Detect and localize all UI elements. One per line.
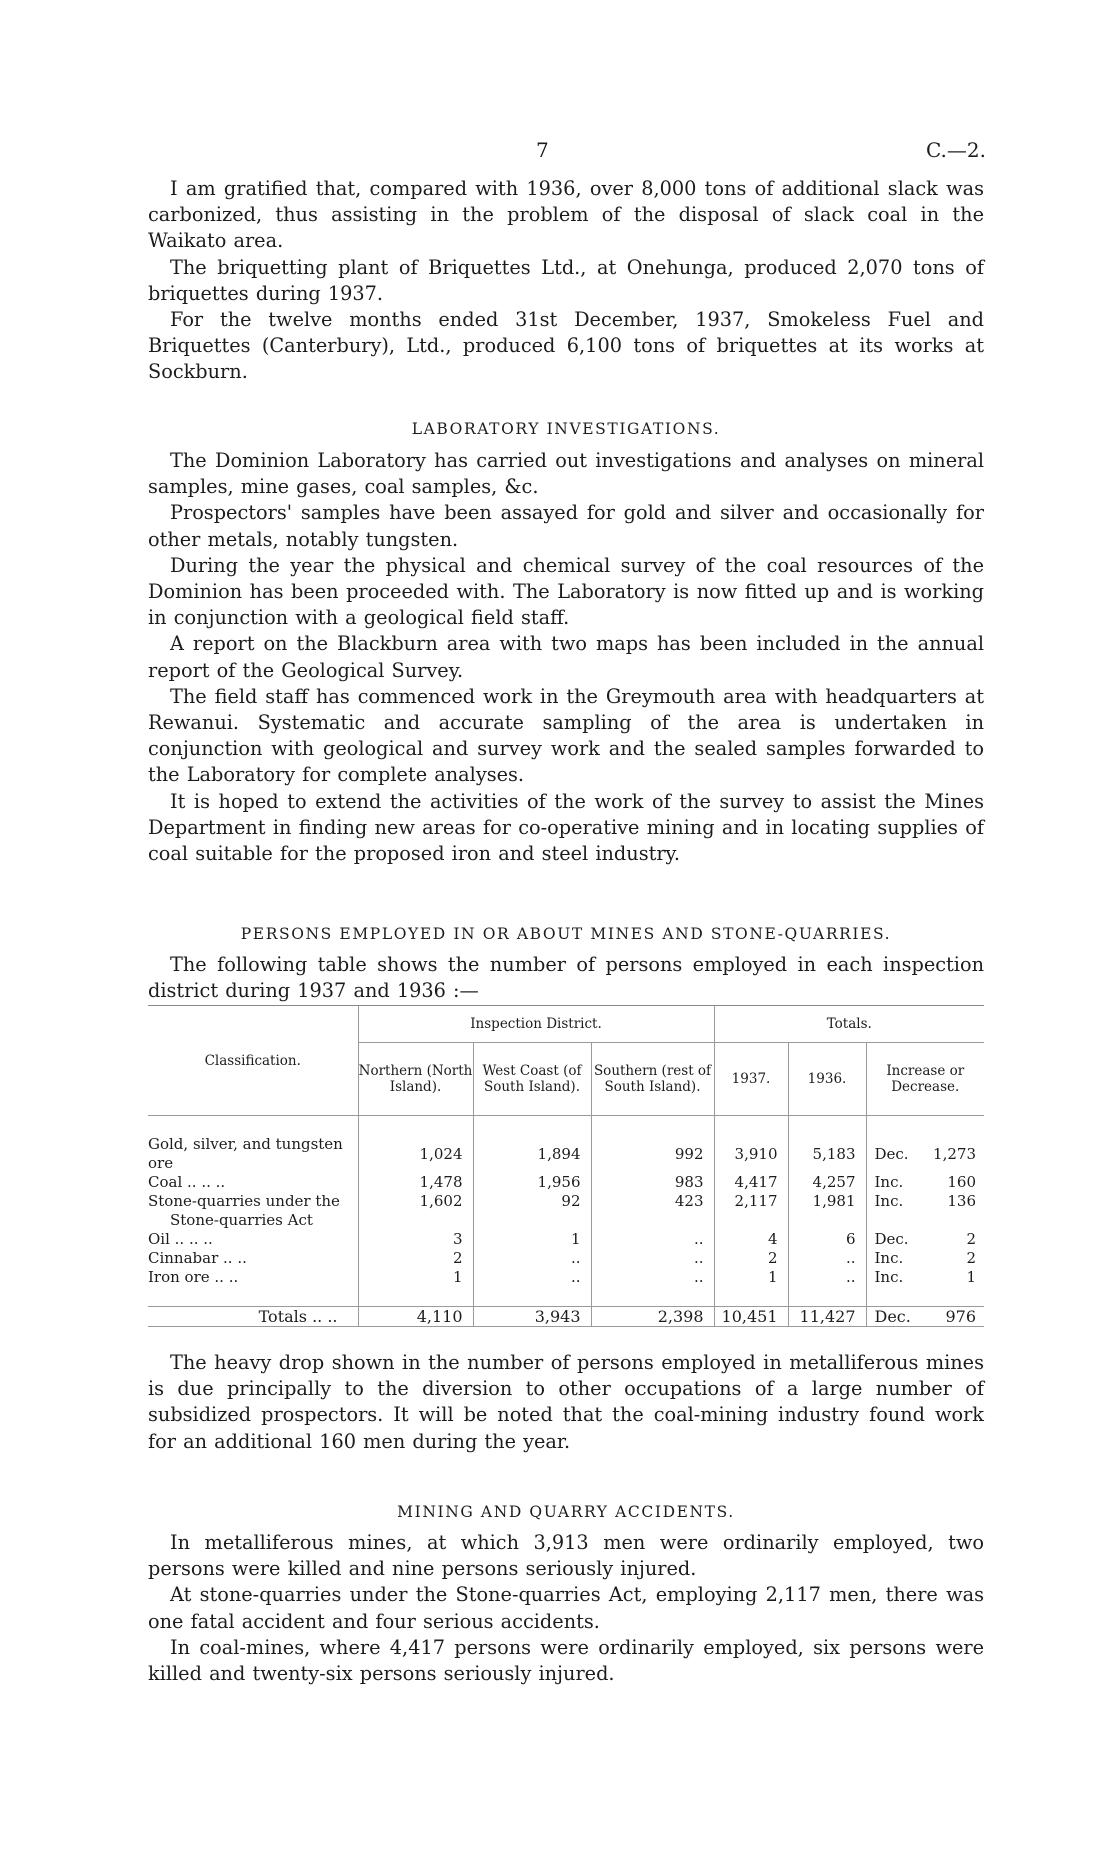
paragraph: The Dominion Laboratory has carried out investigations and analyses on mineral samples, mine gases, coal samples, &c. (148, 449, 984, 499)
cell-classification: Oil .. .. .. (148, 1230, 213, 1248)
cell-northern: 1,024 (358, 1135, 473, 1173)
change-direction: Dec. (874, 1307, 911, 1326)
paragraph: A report on the Blackburn area with two maps has been included in the annual report of the Geological Survey. (148, 632, 984, 682)
cell-1937: 1 (714, 1268, 788, 1287)
change-amount: 160 (947, 1173, 976, 1191)
total-west-coast: 3,943 (473, 1307, 591, 1327)
cell-southern: 423 (591, 1192, 714, 1230)
cell-northern: 1,602 (358, 1192, 473, 1230)
header-inspection-district: Inspection District. (358, 1006, 714, 1043)
heading-accidents-wrap (148, 1503, 984, 1521)
cell-1937: 3,910 (714, 1135, 788, 1173)
cell-west-coast: .. (473, 1268, 591, 1287)
change-amount: 2 (966, 1249, 976, 1267)
total-northern: 4,110 (358, 1307, 473, 1327)
change-direction: Inc. (874, 1192, 904, 1210)
total-1936: 11,427 (788, 1307, 866, 1327)
paragraph: At stone-quarries under the Stone-quarries Act, employing 2,117 men, there was one fatal accident and four serious accidents. (148, 1583, 984, 1633)
header-totals: Totals. (714, 1006, 984, 1043)
cell-1937: 4,417 (714, 1173, 788, 1192)
cell-classification: Cinnabar .. .. (148, 1249, 247, 1267)
heading-laboratory: LABORATORY INVESTIGATIONS. (411, 420, 721, 438)
change-amount: 2 (966, 1230, 976, 1248)
cell-southern: .. (591, 1230, 714, 1249)
classification-continuation: Stone-quarries Act (170, 1211, 313, 1229)
totals-row (148, 1307, 984, 1327)
cell-classification: Coal .. .. .. (148, 1173, 226, 1191)
cell-west-coast: 1,894 (473, 1135, 591, 1173)
cell-1936: 6 (788, 1230, 866, 1249)
cell-southern: 983 (591, 1173, 714, 1192)
paragraph: The briquetting plant of Briquettes Ltd., at Onehunga, produced 2,070 tons of briquettes during 1937. (148, 255, 984, 305)
cell-1936: .. (788, 1268, 866, 1287)
cell-change (866, 1230, 984, 1249)
employment-table-wrap (148, 1005, 984, 1327)
classification-line: Stone-quarries under the (148, 1192, 340, 1210)
cell-classification (148, 1192, 358, 1230)
total-southern: 2,398 (591, 1307, 714, 1327)
change-amount: 1,273 (933, 1144, 976, 1163)
change-direction: Inc. (874, 1173, 904, 1191)
paragraph: The heavy drop shown in the number of persons employed in metalliferous mines is due principally to the diversion to other occupations of a large number of subsidized prospectors. It will be noted that the coal-mining industry found work for an additional 160 men during the year. (148, 1351, 984, 1453)
cell-1937: 2,117 (714, 1192, 788, 1230)
header-west-coast: West Coast (of South Island). (473, 1043, 591, 1116)
change-direction: Inc. (874, 1268, 904, 1286)
cell-1937: 2 (714, 1249, 788, 1268)
cell-west-coast: 92 (473, 1192, 591, 1230)
cell-west-coast: .. (473, 1249, 591, 1268)
cell-northern: 1,478 (358, 1173, 473, 1192)
cell-change (866, 1135, 984, 1173)
change-direction: Inc. (874, 1249, 904, 1267)
change-amount: 1 (966, 1268, 976, 1286)
cell-west-coast: 1 (473, 1230, 591, 1249)
cell-classification: Gold, silver, and tungsten ore (148, 1135, 343, 1172)
cell-southern: 992 (591, 1135, 714, 1173)
cell-southern: .. (591, 1249, 714, 1268)
table-row (148, 1135, 984, 1173)
total-1937: 10,451 (714, 1307, 788, 1327)
total-change (866, 1307, 984, 1327)
paragraph: The following table shows the number of persons employed in each inspection district during 1937 and 1936 :— (148, 953, 984, 1003)
table-row (148, 1268, 984, 1287)
change-direction: Dec. (874, 1144, 909, 1163)
heading-persons-employed: PERSONS EMPLOYED IN OR ABOUT MINES AND STONE-QUARRIES. (240, 925, 892, 943)
heading-laboratory-wrap (148, 420, 984, 438)
cell-1936: 1,981 (788, 1192, 866, 1230)
table-row (148, 1173, 984, 1192)
employment-table (148, 1005, 984, 1327)
cell-1936: 4,257 (788, 1173, 866, 1192)
table-row (148, 1249, 984, 1268)
page-header (0, 138, 1114, 168)
section-persons-intro (148, 952, 984, 1004)
cell-1936: 5,183 (788, 1135, 866, 1173)
cell-1936: .. (788, 1249, 866, 1268)
paragraph: Prospectors' samples have been assayed for gold and silver and occasionally for other metals, notably tungsten. (148, 501, 984, 551)
header-classification: Classification. (204, 1052, 301, 1069)
heading-mining-accidents: MINING AND QUARRY ACCIDENTS. (397, 1503, 735, 1521)
cell-northern: 2 (358, 1249, 473, 1268)
section-after-table (148, 1350, 984, 1455)
paragraph: It is hoped to extend the activities of the work of the survey to assist the Mines Department in finding new areas for co-operative mining and in locating supplies of coal suitable for the proposed iron and steel industry. (148, 789, 984, 866)
header-northern: Northern (North Island). (358, 1043, 473, 1116)
cell-1937: 4 (714, 1230, 788, 1249)
table-row (148, 1192, 984, 1230)
document-reference: C.—2. (925, 138, 986, 162)
change-direction: Dec. (874, 1230, 909, 1248)
section-briquettes (148, 176, 984, 386)
cell-southern: .. (591, 1268, 714, 1287)
paragraph: In coal-mines, where 4,417 persons were ordinarily employed, six persons were killed and twenty-six persons seriously injured. (148, 1635, 984, 1686)
cell-change (866, 1249, 984, 1268)
paragraph: For the twelve months ended 31st December, 1937, Smokeless Fuel and Briquettes (Canterbury), Ltd., produced 6,100 tons of briquettes at its works at Sockburn. (148, 308, 984, 384)
table-row (148, 1230, 984, 1249)
heading-persons-wrap (148, 925, 984, 943)
cell-west-coast: 1,956 (473, 1173, 591, 1192)
page-number: 7 (536, 138, 549, 162)
header-1936: 1936. (788, 1043, 866, 1116)
header-1937: 1937. (714, 1043, 788, 1116)
cell-northern: 3 (358, 1230, 473, 1249)
section-laboratory (148, 448, 984, 867)
cell-classification: Iron ore .. .. (148, 1268, 239, 1286)
paragraph: I am gratified that, compared with 1936, over 8,000 tons of additional slack was carbonized, thus assisting in the problem of the disposal of slack coal in the Waikato area. (148, 177, 984, 253)
change-amount: 136 (947, 1192, 976, 1210)
totals-label: Totals .. .. (148, 1307, 358, 1327)
change-amount: 976 (945, 1307, 976, 1326)
cell-change (866, 1268, 984, 1287)
paragraph: In metalliferous mines, at which 3,913 men were ordinarily employed, two persons were killed and nine persons seriously injured. (148, 1531, 984, 1581)
cell-change (866, 1173, 984, 1192)
paragraph: During the year the physical and chemical survey of the coal resources of the Dominion has been proceeded with. The Laboratory is now fitted up and is working in conjunction with a geological field staff. (148, 553, 984, 630)
header-increase-decrease: Increase or Decrease. (866, 1043, 984, 1116)
paragraph: The field staff has commenced work in the Greymouth area with headquarters at Rewanui. Systematic and accurate sampling of the area is undertaken in conjunction with geological and survey work and the sealed samples forwarded to the Laboratory for complete analyses. (148, 684, 984, 787)
section-accidents (148, 1530, 984, 1687)
cell-change (866, 1192, 984, 1230)
cell-northern: 1 (358, 1268, 473, 1287)
header-southern: Southern (rest of South Island). (591, 1043, 714, 1116)
